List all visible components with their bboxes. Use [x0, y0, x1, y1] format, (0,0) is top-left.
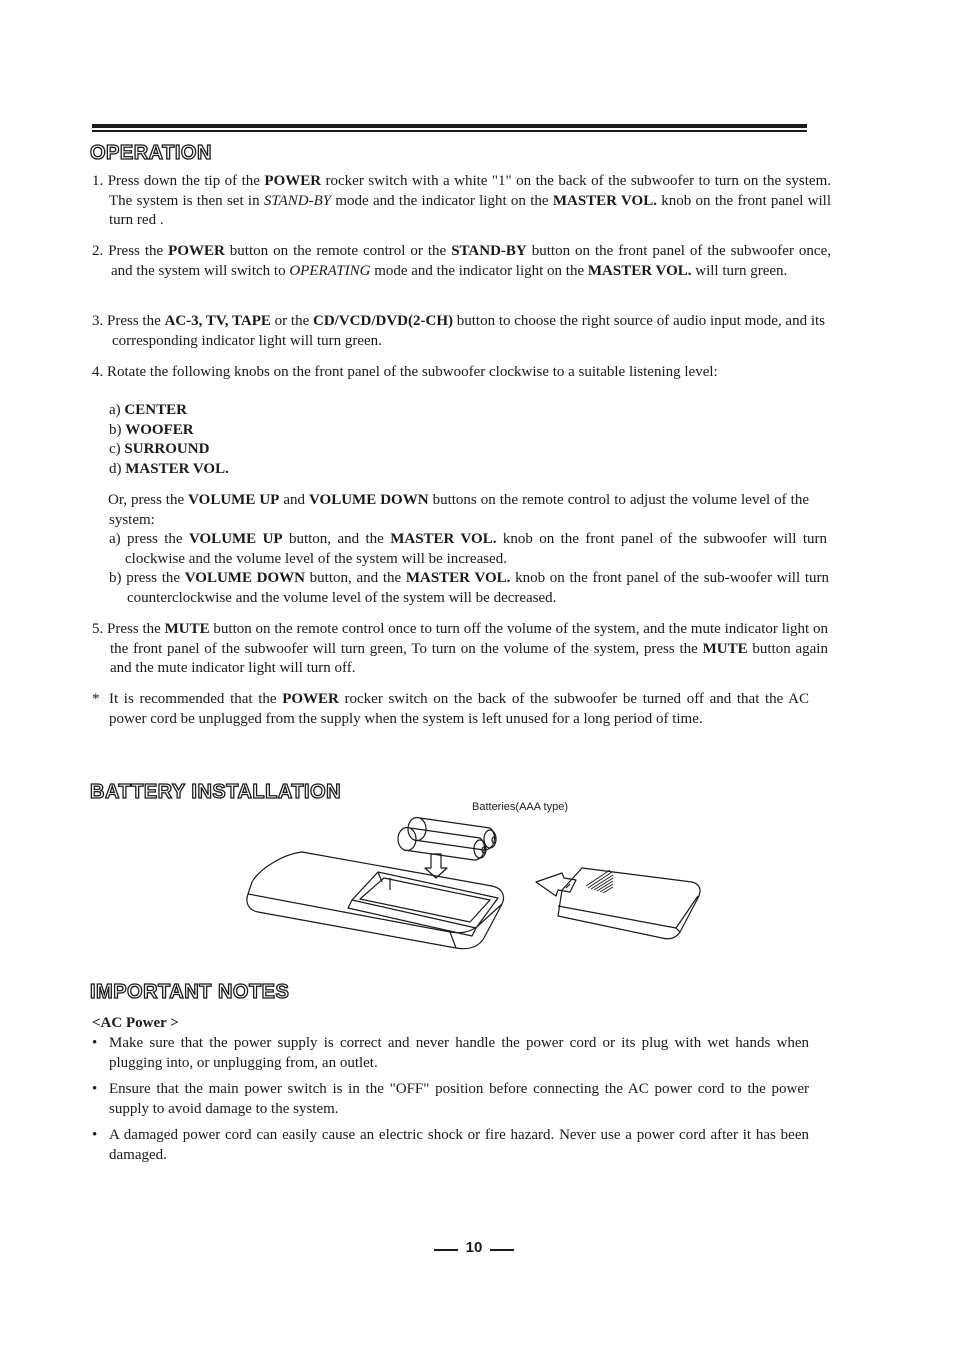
batteries-caption: Batteries(AAA type) — [472, 801, 568, 813]
operation-alternative: Or, press the VOLUME UP and VOLUME DOWN buttons on the remote control to adjust the volume level of the system: — [108, 492, 809, 528]
operation-note: It is recommended that the POWER rocker switch on the back of the subwoofer be turned off and that the AC power cord be unplugged from the supply when the system is left unused for a long period of time. — [109, 691, 809, 727]
battery-installation-illustration — [240, 806, 710, 956]
important-notes-heading: IMPORTANT NOTES — [90, 981, 290, 1003]
page-number — [434, 1238, 514, 1260]
knob-item-woofer: b) WOOFER — [109, 421, 194, 438]
operation-step-3: 3. Press the AC-3, TV, TAPE or the CD/VCD/DVD(2-CH) button to choose the right source of audio input mode, and its corresponding indicator light will turn green. — [92, 313, 826, 349]
operation-alternative-a: a) press the VOLUME UP button, and the MASTER VOL. knob on the front panel of the subwoofer will turn clockwise and the volume level of the system will be increased. — [109, 531, 827, 567]
operation-heading: OPERATION — [90, 142, 212, 164]
battery-cover — [558, 868, 700, 939]
bullet-dot: • — [92, 1127, 98, 1143]
battery-cover-grip — [586, 870, 613, 893]
knob-list — [109, 401, 229, 479]
page-number-rule-left — [434, 1249, 458, 1251]
operation-step-1: 1. Press down the tip of the POWER rocker switch with a white "1" on the back of the subwoofer to turn on the system. The system is then set in STAND-BY mode and the indicator light on the MASTER VOL. knob on the front panel will turn red . — [92, 173, 831, 228]
header-rule-thin — [92, 130, 807, 132]
bullet-dot: • — [92, 1081, 98, 1097]
operation-step-5: 5. Press the MUTE button on the remote control once to turn off the volume of the system, and the mute indicator light on the front panel of the subwoofer will turn green, To turn on the volume of the system, press the MUTE button again and the mute indicator light will turn off. — [92, 621, 828, 676]
knob-item-center: a) CENTER — [109, 402, 187, 418]
note-bullet-1: Make sure that the power supply is correct and never handle the power cord or its plug with wet hands when plugging into, or unplugging from, an outlet. — [109, 1035, 809, 1071]
operation-step-2: 2. Press the POWER button on the remote control or the STAND-BY button on the front panel of the subwoofer once, and the system will switch to OPERATING mode and the indicator light on the MASTER VOL. will turn green. — [92, 243, 831, 279]
note-bullet-2: Ensure that the main power switch is in the "OFF" position before connecting the AC power cord to the power supply to avoid damage to the system. — [109, 1081, 809, 1117]
header-rule-thick — [92, 124, 807, 128]
battery-compartment — [352, 872, 498, 928]
page-number-text: 10 — [465, 1239, 483, 1256]
note-asterisk: * — [92, 691, 100, 707]
knob-item-master-vol: d) MASTER VOL. — [109, 460, 229, 477]
operation-step-4: 4. Rotate the following knobs on the front panel of the subwoofer clockwise to a suitable listening level: — [92, 364, 718, 380]
bullet-dot: • — [92, 1035, 98, 1051]
knob-item-surround: c) SURROUND — [109, 441, 210, 457]
battery-installation-heading: BATTERY INSTALLATION — [90, 781, 342, 803]
operation-alternative-b: b) press the VOLUME DOWN button, and the MASTER VOL. knob on the front panel of the sub-woofer will turn counterclockwise and the volume level of the system will be decreased. — [109, 570, 829, 606]
note-bullet-3: A damaged power cord can easily cause an electric shock or fire hazard. Never use a power cord after it has been damaged. — [109, 1127, 809, 1163]
ac-power-subheading: <AC Power > — [92, 1015, 179, 1031]
page-number-rule-right — [490, 1249, 514, 1251]
